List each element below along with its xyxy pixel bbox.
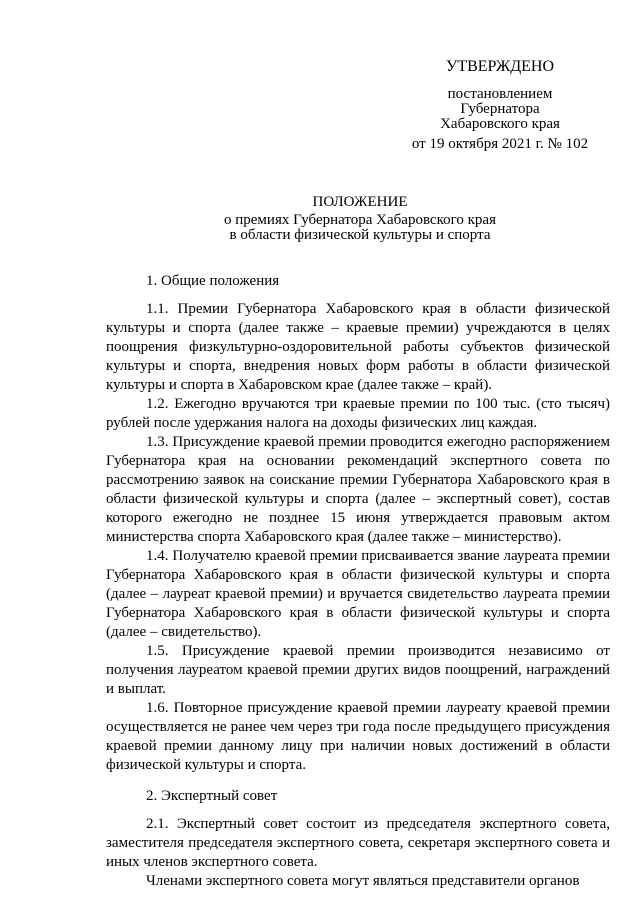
paragraph: 1.6. Повторное присуждение краевой премии лауреату краевой премии осуществляется не ранее чем через три года после предыдущего присуждения краевой премии данному лицу при наличии новых достижений в области физической культуры и спорта. <box>106 700 610 773</box>
approval-date: от 19 октября 2021 г. № 102 <box>411 136 589 152</box>
approval-heading: УТВЕРЖДЕНО <box>445 58 554 75</box>
section-heading: 2. Экспертный совет <box>146 788 278 804</box>
approval-line-1: постановлением <box>447 86 553 102</box>
approval-line-2: Губернатора <box>460 101 540 117</box>
paragraph: 1.4. Получателю краевой премии присваивается звание лауреата премии Губернатора Хабаровского края в области физической культуры и спорта (далее – лауреат краевой премии) и вручается свидетельство лауреата премии Губернатора Хабаровского края в области физической культуры и спорта (далее – свидетельство). <box>106 548 610 640</box>
document-subtitle-2: в области физической культуры и спорта <box>229 227 491 243</box>
paragraph: 1.3. Присуждение краевой премии проводится ежегодно распоряжением Губернатора края на основании рекомендаций экспертного совета по рассмотрению заявок на соискание премии Губернатора Хабаровского края в области физической культуры и спорта (далее – экспертный совет), состав которого ежегодно не позднее 15 июня утверждается правовым актом министерства спорта Хабаровского края (далее также – министерство). <box>106 434 610 545</box>
paragraph: 1.1. Премии Губернатора Хабаровского края в области физической культуры и спорта (далее также – краевые премии) учреждаются в целях поощрения физкультурно-оздоровительной работы субъектов физической культуры и спорта, внедрения новых форм работы в области физической культуры и спорта в Хабаровском крае (далее также – край). <box>106 301 610 393</box>
paragraph: 2.1. Экспертный совет состоит из председателя экспертного совета, заместителя председателя экспертного совета, секретаря экспертного совета и иных членов экспертного совета. <box>106 816 610 870</box>
approval-line-3: Хабаровского края <box>440 116 560 132</box>
section-heading: 1. Общие положения <box>146 273 280 289</box>
document-title-block <box>100 195 620 243</box>
paragraph: 1.2. Ежегодно вручаются три краевые премии по 100 тыс. (сто тысяч) рублей после удержания налога на доходы физических лиц каждая. <box>106 396 610 431</box>
document-subtitle-1: о премиях Губернатора Хабаровского края <box>224 212 496 228</box>
paragraph: Членами экспертного совета могут являться представители органов <box>146 873 580 889</box>
document-body <box>106 272 610 891</box>
document-title: ПОЛОЖЕНИЕ <box>312 194 408 210</box>
paragraph: 1.5. Присуждение краевой премии производится независимо от получения лауреатом краевой премии других видов поощрений, награждений и выплат. <box>106 643 610 697</box>
approval-stamp <box>400 58 600 152</box>
